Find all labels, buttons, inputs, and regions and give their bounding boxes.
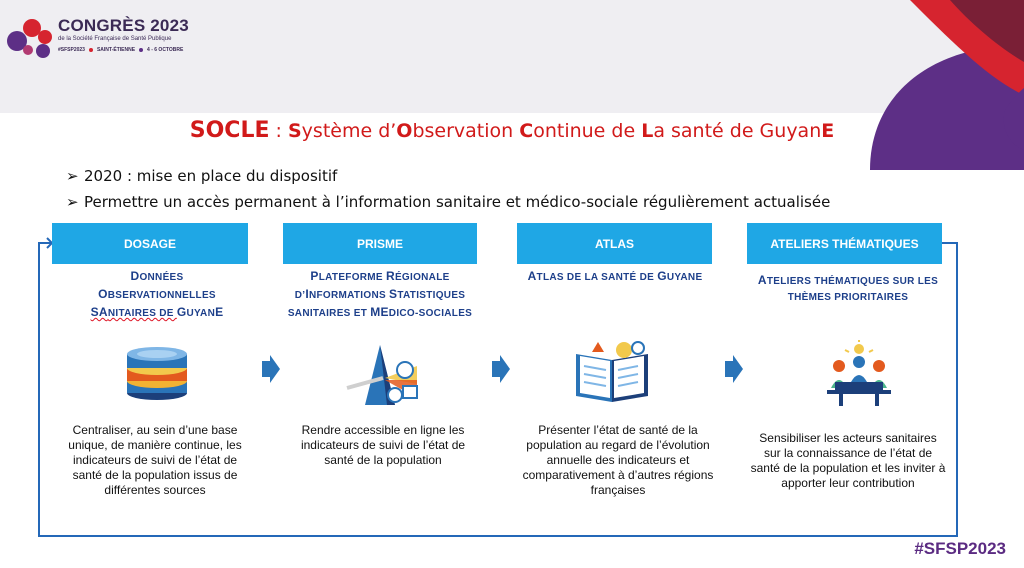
title-acronym: SOCLE bbox=[189, 118, 270, 143]
bullet-text: 2020 : mise en place du dispositif bbox=[84, 167, 338, 185]
acronym-letter: A bbox=[527, 269, 537, 283]
logo-tags bbox=[58, 47, 183, 53]
acronym-line bbox=[272, 286, 488, 304]
acronym-line bbox=[742, 290, 954, 306]
column-header-label: ATLAS bbox=[594, 236, 635, 251]
acronym-ateliers bbox=[742, 272, 954, 306]
acronym-letter: A bbox=[757, 273, 767, 287]
next-arrow-icon bbox=[262, 355, 280, 383]
logo-city: SAINT-ÉTIENNE bbox=[96, 47, 136, 53]
column-description: Rendre accessible en ligne les indicateurs de suivi de l’état de santé de la population bbox=[300, 423, 466, 467]
column-header-atlas bbox=[517, 223, 712, 264]
column-header-label: PRISME bbox=[356, 236, 403, 251]
acronym-text: LATEFORME bbox=[318, 272, 386, 283]
bullet-arrow-icon: ➢ bbox=[66, 193, 79, 211]
title-letter: O bbox=[396, 120, 413, 142]
column-header-label: DOSAGE bbox=[123, 236, 176, 251]
atlas-book-icon bbox=[572, 340, 652, 404]
acronym-letter: S bbox=[389, 287, 398, 301]
acronym-text: TLAS DE LA SANTÉ DE bbox=[536, 272, 658, 283]
title-letter: S bbox=[287, 120, 302, 142]
bullet-arrow-icon: ➢ bbox=[66, 167, 79, 185]
decorative-shapes bbox=[800, 0, 1024, 170]
congress-logo-icon bbox=[4, 10, 58, 60]
acronym-letter: G bbox=[176, 305, 187, 319]
title-text: bservation bbox=[412, 120, 520, 142]
bullet-item bbox=[66, 193, 830, 211]
column-header-label: ATELIERS THÉMATIQUES bbox=[770, 236, 919, 251]
acronym-line bbox=[52, 268, 262, 286]
logo-subtitle: de la Société Française de Santé Publique bbox=[58, 36, 172, 42]
title-letter: C bbox=[519, 120, 534, 142]
dot-icon bbox=[139, 48, 143, 52]
acronym-line bbox=[742, 272, 954, 290]
title-text: a santé de Guyan bbox=[653, 120, 822, 142]
title-text: ontinue de bbox=[533, 120, 642, 142]
acronym-text: THÈMES PRIORITAIRES bbox=[787, 292, 909, 303]
acronym-letter: O bbox=[98, 287, 108, 301]
acronym-line bbox=[52, 304, 262, 322]
acronym-text: NFORMATIONS bbox=[308, 290, 390, 301]
acronym-letter: R bbox=[385, 269, 395, 283]
acronym-text: ONNÉES bbox=[139, 272, 184, 283]
acronym-line bbox=[508, 268, 722, 286]
dot-icon bbox=[89, 48, 93, 52]
acronym-prisme bbox=[272, 268, 488, 322]
acronym-letter: P bbox=[310, 269, 319, 283]
acronym-text: BSERVATIONNELLES bbox=[107, 290, 216, 301]
acronym-letter: D bbox=[130, 269, 140, 283]
acronym-letter: SA bbox=[90, 305, 108, 319]
column-header-prisme bbox=[283, 223, 477, 264]
acronym-text: ÉGIONALE bbox=[394, 272, 450, 283]
acronym-text: D’ bbox=[294, 290, 306, 301]
acronym-letter: E bbox=[215, 305, 224, 319]
acronym-line bbox=[272, 268, 488, 286]
acronym-text: TATISTIQUES bbox=[397, 290, 466, 301]
title-separator: : bbox=[269, 120, 288, 142]
acronym-atlas bbox=[508, 268, 722, 286]
acronym-text: TELIERS THÉMATIQUES SUR LES bbox=[766, 276, 939, 287]
acronym-text: SANITAIRES ET bbox=[287, 308, 371, 319]
workshop-meeting-icon bbox=[821, 340, 897, 408]
bullet-item bbox=[66, 167, 337, 185]
acronym-text: NITAIRES DE bbox=[107, 308, 177, 319]
column-description: Présenter l’état de santé de la population au regard de l’évolution annuelle des indicateurs et comparativement à d’autres régions françaises bbox=[522, 423, 714, 497]
column-header-dosage bbox=[52, 223, 248, 264]
title-text: ystème d’ bbox=[301, 120, 397, 142]
acronym-letter: ME bbox=[370, 305, 389, 319]
acronym-letter: G bbox=[657, 269, 667, 283]
page-title bbox=[0, 118, 1024, 143]
logo-title: CONGRÈS 2023 bbox=[58, 16, 189, 35]
event-hashtag: #SFSP2023 bbox=[914, 539, 1006, 558]
acronym-text: UYANE bbox=[666, 272, 703, 283]
acronym-line bbox=[52, 286, 262, 304]
title-letter: L bbox=[641, 120, 654, 142]
next-arrow-icon bbox=[725, 355, 743, 383]
title-letter: E bbox=[821, 120, 835, 142]
acronym-dosage bbox=[52, 268, 262, 322]
column-header-ateliers bbox=[747, 223, 942, 264]
acronym-text: DICO-SOCIALES bbox=[388, 308, 473, 319]
acronym-line bbox=[272, 304, 488, 322]
prism-icon bbox=[345, 340, 421, 410]
logo-tag: #SFSP2023 bbox=[58, 47, 85, 53]
bullet-text: Permettre un accès permanent à l’information sanitaire et médico-sociale régulièrement actualisée bbox=[84, 193, 831, 211]
acronym-letter: I bbox=[305, 287, 309, 301]
next-arrow-icon bbox=[492, 355, 510, 383]
column-description: Centraliser, au sein d’une base unique, de manière continue, les indicateurs de suivi de l’état de santé de la population issus de différentes sources bbox=[68, 423, 242, 497]
logo-dates: 4 - 6 OCTOBRE bbox=[147, 47, 184, 53]
acronym-text: UYAN bbox=[186, 308, 216, 319]
database-icon bbox=[122, 341, 192, 403]
column-description: Sensibiliser les acteurs sanitaires sur la connaissance de l’état de santé de la population et les inviter à apporter leur contribution bbox=[750, 431, 946, 490]
